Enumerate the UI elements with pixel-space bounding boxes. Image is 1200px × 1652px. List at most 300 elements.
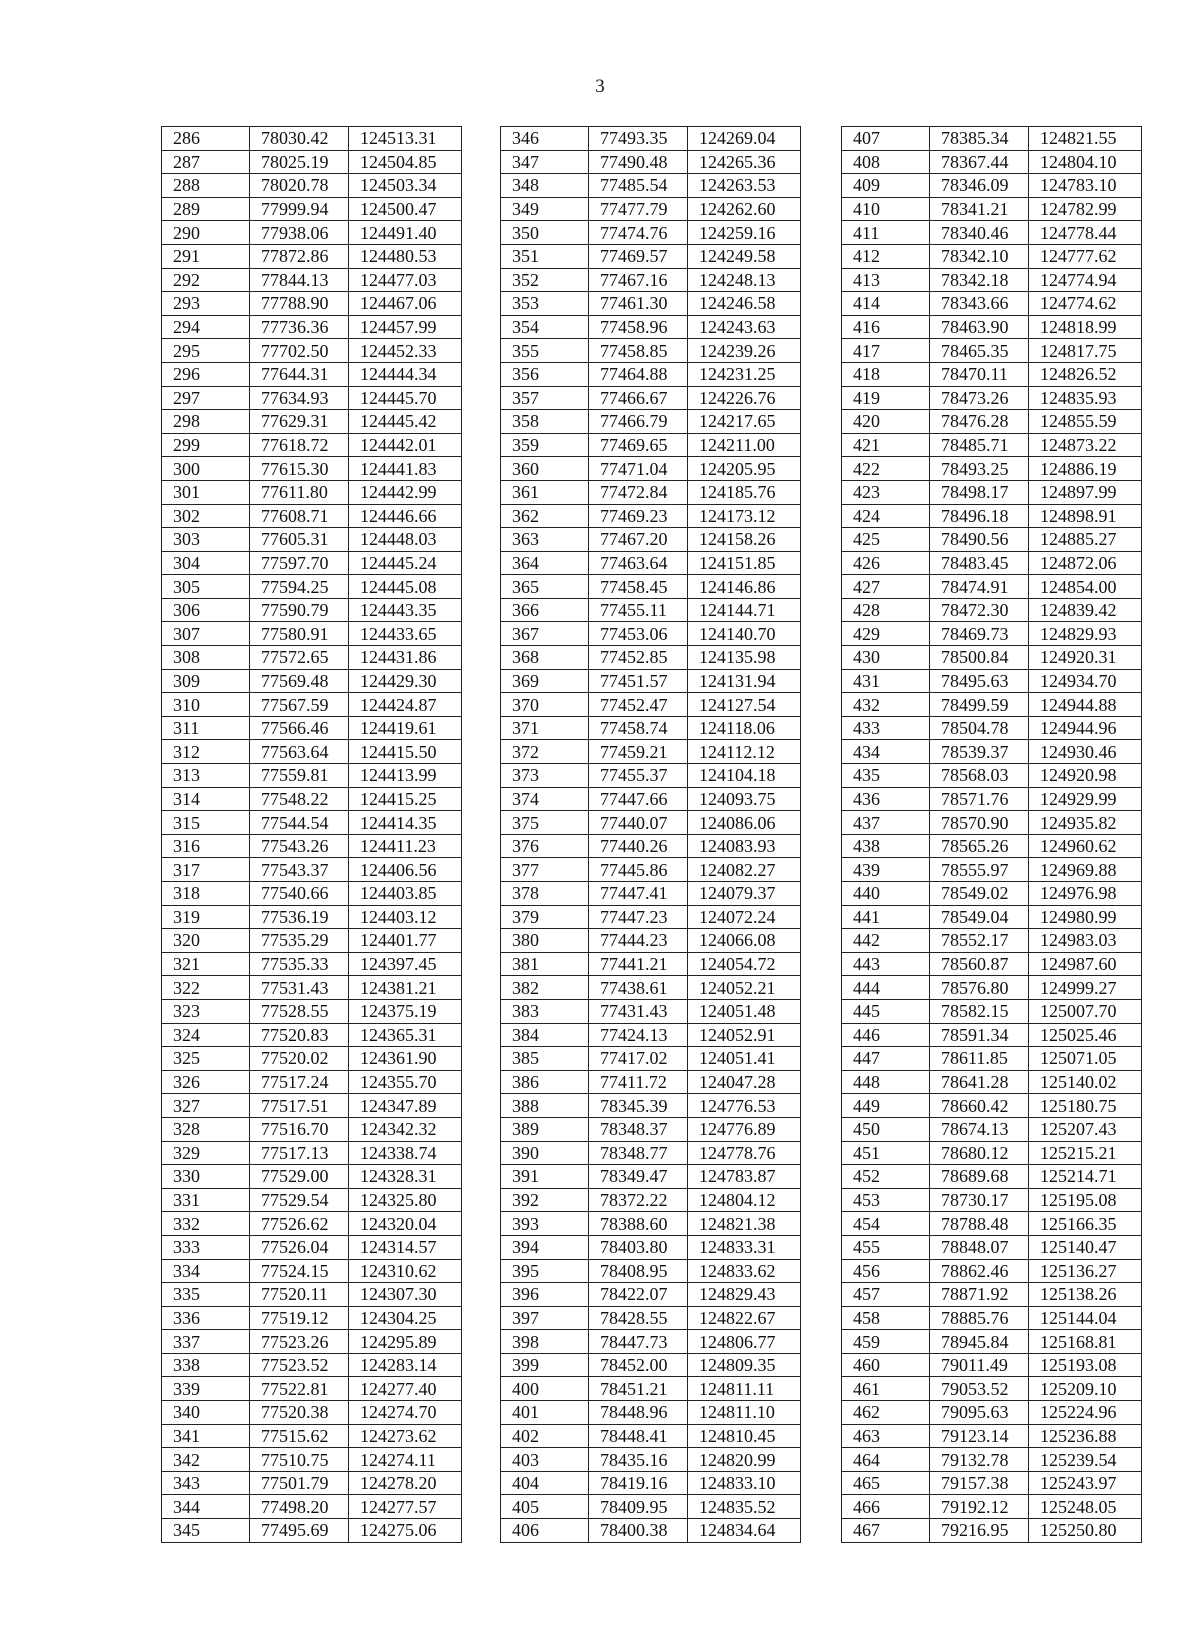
- y-coordinate-cell: 124211.00: [688, 433, 801, 457]
- point-number-cell: 342: [162, 1448, 250, 1472]
- y-coordinate-cell: 124127.54: [688, 693, 801, 717]
- y-coordinate-cell: 124173.12: [688, 504, 801, 528]
- point-number-cell: 354: [501, 315, 589, 339]
- table-row: [162, 740, 462, 764]
- x-coordinate-cell: 77517.24: [250, 1070, 349, 1094]
- x-coordinate-cell: 78349.47: [589, 1165, 688, 1189]
- x-coordinate-cell: 77999.94: [250, 197, 349, 221]
- y-coordinate-cell: 124118.06: [688, 716, 801, 740]
- point-number-cell: 453: [842, 1188, 930, 1212]
- x-coordinate-cell: 77469.57: [589, 244, 688, 268]
- y-coordinate-cell: 124818.99: [1029, 315, 1142, 339]
- point-number-cell: 440: [842, 882, 930, 906]
- x-coordinate-cell: 78465.35: [930, 339, 1029, 363]
- point-number-cell: 393: [501, 1212, 589, 1236]
- y-coordinate-cell: 124854.00: [1029, 575, 1142, 599]
- y-coordinate-cell: 124777.62: [1029, 244, 1142, 268]
- x-coordinate-cell: 78641.28: [930, 1070, 1029, 1094]
- table-row: [842, 858, 1142, 882]
- x-coordinate-cell: 78474.91: [930, 575, 1029, 599]
- point-number-cell: 425: [842, 528, 930, 552]
- y-coordinate-cell: 124929.99: [1029, 787, 1142, 811]
- x-coordinate-cell: 77447.66: [589, 787, 688, 811]
- point-number-cell: 353: [501, 292, 589, 316]
- table-row: [842, 339, 1142, 363]
- point-number-cell: 287: [162, 150, 250, 174]
- point-number-cell: 306: [162, 598, 250, 622]
- y-coordinate-cell: 124480.53: [349, 244, 462, 268]
- x-coordinate-cell: 77440.26: [589, 834, 688, 858]
- y-coordinate-cell: 125207.43: [1029, 1117, 1142, 1141]
- y-coordinate-cell: 125224.96: [1029, 1401, 1142, 1425]
- point-number-cell: 460: [842, 1353, 930, 1377]
- table-row: [162, 1259, 462, 1283]
- y-coordinate-cell: 124885.27: [1029, 528, 1142, 552]
- table-row: [842, 976, 1142, 1000]
- point-number-cell: 430: [842, 646, 930, 670]
- table-row: [501, 1235, 801, 1259]
- table-row: [842, 787, 1142, 811]
- point-number-cell: 398: [501, 1330, 589, 1354]
- y-coordinate-cell: 124217.65: [688, 410, 801, 434]
- x-coordinate-cell: 77477.79: [589, 197, 688, 221]
- table-row: [842, 1401, 1142, 1425]
- table-row: [162, 1094, 462, 1118]
- point-number-cell: 351: [501, 244, 589, 268]
- y-coordinate-cell: 124361.90: [349, 1047, 462, 1071]
- table-row: [501, 622, 801, 646]
- table-row: [501, 292, 801, 316]
- point-number-cell: 362: [501, 504, 589, 528]
- x-coordinate-cell: 77459.21: [589, 740, 688, 764]
- y-coordinate-cell: 124295.89: [349, 1330, 462, 1354]
- point-number-cell: 358: [501, 410, 589, 434]
- point-number-cell: 314: [162, 787, 250, 811]
- table-row: [162, 1070, 462, 1094]
- x-coordinate-cell: 78448.41: [589, 1424, 688, 1448]
- table-row: [501, 433, 801, 457]
- point-number-cell: 467: [842, 1519, 930, 1543]
- point-number-cell: 447: [842, 1047, 930, 1071]
- table-row: [501, 457, 801, 481]
- x-coordinate-cell: 77469.65: [589, 433, 688, 457]
- x-coordinate-cell: 77522.81: [250, 1377, 349, 1401]
- point-number-cell: 408: [842, 150, 930, 174]
- point-number-cell: 310: [162, 693, 250, 717]
- x-coordinate-cell: 78388.60: [589, 1212, 688, 1236]
- y-coordinate-cell: 124054.72: [688, 952, 801, 976]
- y-coordinate-cell: 124778.44: [1029, 221, 1142, 245]
- table-row: [162, 1377, 462, 1401]
- table-row: [162, 858, 462, 882]
- y-coordinate-cell: 124806.77: [688, 1330, 801, 1354]
- y-coordinate-cell: 124776.53: [688, 1094, 801, 1118]
- table-row: [501, 976, 801, 1000]
- point-number-cell: 454: [842, 1212, 930, 1236]
- table-row: [162, 1330, 462, 1354]
- x-coordinate-cell: 79053.52: [930, 1377, 1029, 1401]
- y-coordinate-cell: 124304.25: [349, 1306, 462, 1330]
- table-row: [162, 1283, 462, 1307]
- y-coordinate-cell: 124834.64: [688, 1519, 801, 1543]
- point-number-cell: 462: [842, 1401, 930, 1425]
- y-coordinate-cell: 124930.46: [1029, 740, 1142, 764]
- point-number-cell: 424: [842, 504, 930, 528]
- x-coordinate-cell: 77523.26: [250, 1330, 349, 1354]
- table-row: [842, 1141, 1142, 1165]
- point-number-cell: 366: [501, 598, 589, 622]
- table-row: [162, 1306, 462, 1330]
- point-number-cell: 416: [842, 315, 930, 339]
- table-row: [162, 646, 462, 670]
- y-coordinate-cell: 124246.58: [688, 292, 801, 316]
- point-number-cell: 345: [162, 1519, 250, 1543]
- point-number-cell: 311: [162, 716, 250, 740]
- table-row: [842, 1188, 1142, 1212]
- table-row: [501, 929, 801, 953]
- point-number-cell: 443: [842, 952, 930, 976]
- y-coordinate-cell: 124414.35: [349, 811, 462, 835]
- x-coordinate-cell: 77544.54: [250, 811, 349, 835]
- table-row: [501, 528, 801, 552]
- table-row: [162, 952, 462, 976]
- x-coordinate-cell: 77559.81: [250, 764, 349, 788]
- x-coordinate-cell: 77597.70: [250, 551, 349, 575]
- x-coordinate-cell: 77498.20: [250, 1495, 349, 1519]
- x-coordinate-cell: 78568.03: [930, 764, 1029, 788]
- y-coordinate-cell: 124314.57: [349, 1235, 462, 1259]
- table-row: [162, 339, 462, 363]
- x-coordinate-cell: 77566.46: [250, 716, 349, 740]
- table-row: [162, 1117, 462, 1141]
- x-coordinate-cell: 78470.11: [930, 362, 1029, 386]
- x-coordinate-cell: 78473.26: [930, 386, 1029, 410]
- y-coordinate-cell: 124397.45: [349, 952, 462, 976]
- y-coordinate-cell: 124774.62: [1029, 292, 1142, 316]
- x-coordinate-cell: 77517.13: [250, 1141, 349, 1165]
- point-number-cell: 290: [162, 221, 250, 245]
- x-coordinate-cell: 78576.80: [930, 976, 1029, 1000]
- point-number-cell: 449: [842, 1094, 930, 1118]
- y-coordinate-cell: 124112.12: [688, 740, 801, 764]
- table-row: [162, 551, 462, 575]
- table-row: [501, 1306, 801, 1330]
- y-coordinate-cell: 124467.06: [349, 292, 462, 316]
- x-coordinate-cell: 77467.16: [589, 268, 688, 292]
- point-number-cell: 435: [842, 764, 930, 788]
- table-row: [842, 433, 1142, 457]
- y-coordinate-cell: 124944.88: [1029, 693, 1142, 717]
- point-number-cell: 419: [842, 386, 930, 410]
- coordinate-table-1: [161, 126, 462, 1543]
- table-row: [842, 127, 1142, 151]
- y-coordinate-cell: 124086.06: [688, 811, 801, 835]
- x-coordinate-cell: 77440.07: [589, 811, 688, 835]
- point-number-cell: 365: [501, 575, 589, 599]
- table-row: [842, 1259, 1142, 1283]
- x-coordinate-cell: 79216.95: [930, 1519, 1029, 1543]
- point-number-cell: 420: [842, 410, 930, 434]
- point-number-cell: 313: [162, 764, 250, 788]
- point-number-cell: 375: [501, 811, 589, 835]
- x-coordinate-cell: 78469.73: [930, 622, 1029, 646]
- point-number-cell: 333: [162, 1235, 250, 1259]
- table-row: [842, 1094, 1142, 1118]
- x-coordinate-cell: 77466.79: [589, 410, 688, 434]
- table-row: [501, 1377, 801, 1401]
- y-coordinate-cell: 124231.25: [688, 362, 801, 386]
- table-row: [842, 811, 1142, 835]
- y-coordinate-cell: 124433.65: [349, 622, 462, 646]
- point-number-cell: 300: [162, 457, 250, 481]
- table-row: [842, 764, 1142, 788]
- point-number-cell: 286: [162, 127, 250, 151]
- y-coordinate-cell: 124278.20: [349, 1471, 462, 1495]
- table-row: [501, 386, 801, 410]
- x-coordinate-cell: 78560.87: [930, 952, 1029, 976]
- x-coordinate-cell: 77453.06: [589, 622, 688, 646]
- point-number-cell: 464: [842, 1448, 930, 1472]
- point-number-cell: 450: [842, 1117, 930, 1141]
- table-row: [842, 1117, 1142, 1141]
- y-coordinate-cell: 124886.19: [1029, 457, 1142, 481]
- x-coordinate-cell: 78788.48: [930, 1212, 1029, 1236]
- table-row: [501, 1023, 801, 1047]
- y-coordinate-cell: 124452.33: [349, 339, 462, 363]
- table-row: [842, 1495, 1142, 1519]
- point-number-cell: 418: [842, 362, 930, 386]
- y-coordinate-cell: 124381.21: [349, 976, 462, 1000]
- x-coordinate-cell: 78451.21: [589, 1377, 688, 1401]
- table-row: [842, 1047, 1142, 1071]
- x-coordinate-cell: 77424.13: [589, 1023, 688, 1047]
- point-number-cell: 381: [501, 952, 589, 976]
- y-coordinate-cell: 125144.04: [1029, 1306, 1142, 1330]
- x-coordinate-cell: 78680.12: [930, 1141, 1029, 1165]
- table-row: [842, 386, 1142, 410]
- x-coordinate-cell: 78555.97: [930, 858, 1029, 882]
- y-coordinate-cell: 124248.13: [688, 268, 801, 292]
- point-number-cell: 451: [842, 1141, 930, 1165]
- y-coordinate-cell: 124144.71: [688, 598, 801, 622]
- point-number-cell: 428: [842, 598, 930, 622]
- y-coordinate-cell: 124338.74: [349, 1141, 462, 1165]
- x-coordinate-cell: 77567.59: [250, 693, 349, 717]
- point-number-cell: 346: [501, 127, 589, 151]
- table-row: [162, 1519, 462, 1543]
- x-coordinate-cell: 78348.37: [589, 1117, 688, 1141]
- table-row: [501, 339, 801, 363]
- point-number-cell: 316: [162, 834, 250, 858]
- table-row: [842, 1424, 1142, 1448]
- point-number-cell: 386: [501, 1070, 589, 1094]
- table-row: [162, 292, 462, 316]
- y-coordinate-cell: 124415.50: [349, 740, 462, 764]
- x-coordinate-cell: 78030.42: [250, 127, 349, 151]
- point-number-cell: 296: [162, 362, 250, 386]
- point-number-cell: 327: [162, 1094, 250, 1118]
- table-row: [842, 1448, 1142, 1472]
- point-number-cell: 302: [162, 504, 250, 528]
- y-coordinate-cell: 124835.93: [1029, 386, 1142, 410]
- x-coordinate-cell: 77451.57: [589, 669, 688, 693]
- point-number-cell: 373: [501, 764, 589, 788]
- x-coordinate-cell: 78345.39: [589, 1094, 688, 1118]
- y-coordinate-cell: 124283.14: [349, 1353, 462, 1377]
- y-coordinate-cell: 124249.58: [688, 244, 801, 268]
- y-coordinate-cell: 124810.45: [688, 1424, 801, 1448]
- x-coordinate-cell: 78495.63: [930, 669, 1029, 693]
- y-coordinate-cell: 124273.62: [349, 1424, 462, 1448]
- x-coordinate-cell: 77472.84: [589, 480, 688, 504]
- y-coordinate-cell: 125138.26: [1029, 1283, 1142, 1307]
- y-coordinate-cell: 125071.05: [1029, 1047, 1142, 1071]
- point-number-cell: 331: [162, 1188, 250, 1212]
- y-coordinate-cell: 124269.04: [688, 127, 801, 151]
- point-number-cell: 323: [162, 999, 250, 1023]
- x-coordinate-cell: 78020.78: [250, 174, 349, 198]
- point-number-cell: 400: [501, 1377, 589, 1401]
- x-coordinate-cell: 77464.88: [589, 362, 688, 386]
- point-number-cell: 380: [501, 929, 589, 953]
- point-number-cell: 328: [162, 1117, 250, 1141]
- point-number-cell: 385: [501, 1047, 589, 1071]
- table-row: [842, 1471, 1142, 1495]
- table-row: [162, 127, 462, 151]
- y-coordinate-cell: 124375.19: [349, 999, 462, 1023]
- x-coordinate-cell: 77516.70: [250, 1117, 349, 1141]
- y-coordinate-cell: 124239.26: [688, 339, 801, 363]
- coordinate-table-3: [841, 126, 1142, 1543]
- table-row: [162, 362, 462, 386]
- y-coordinate-cell: 124448.03: [349, 528, 462, 552]
- point-number-cell: 384: [501, 1023, 589, 1047]
- table-row: [842, 174, 1142, 198]
- table-row: [842, 575, 1142, 599]
- point-number-cell: 320: [162, 929, 250, 953]
- table-row: [842, 622, 1142, 646]
- table-row: [501, 858, 801, 882]
- table-row: [501, 551, 801, 575]
- point-number-cell: 413: [842, 268, 930, 292]
- y-coordinate-cell: 124415.25: [349, 787, 462, 811]
- table-row: [501, 150, 801, 174]
- point-number-cell: 427: [842, 575, 930, 599]
- x-coordinate-cell: 77594.25: [250, 575, 349, 599]
- table-row: [162, 716, 462, 740]
- y-coordinate-cell: 124839.42: [1029, 598, 1142, 622]
- table-row: [162, 882, 462, 906]
- point-number-cell: 414: [842, 292, 930, 316]
- y-coordinate-cell: 124072.24: [688, 905, 801, 929]
- y-coordinate-cell: 124833.62: [688, 1259, 801, 1283]
- point-number-cell: 294: [162, 315, 250, 339]
- x-coordinate-cell: 78452.00: [589, 1353, 688, 1377]
- y-coordinate-cell: 124833.10: [688, 1471, 801, 1495]
- y-coordinate-cell: 125025.46: [1029, 1023, 1142, 1047]
- y-coordinate-cell: 124140.70: [688, 622, 801, 646]
- table-row: [842, 1353, 1142, 1377]
- table-row: [162, 1141, 462, 1165]
- table-row: [162, 1353, 462, 1377]
- x-coordinate-cell: 78422.07: [589, 1283, 688, 1307]
- x-coordinate-cell: 77461.30: [589, 292, 688, 316]
- x-coordinate-cell: 78485.71: [930, 433, 1029, 457]
- y-coordinate-cell: 124976.98: [1029, 882, 1142, 906]
- y-coordinate-cell: 124821.38: [688, 1212, 801, 1236]
- y-coordinate-cell: 124265.36: [688, 150, 801, 174]
- y-coordinate-cell: 124082.27: [688, 858, 801, 882]
- x-coordinate-cell: 77510.75: [250, 1448, 349, 1472]
- y-coordinate-cell: 124083.93: [688, 834, 801, 858]
- y-coordinate-cell: 124263.53: [688, 174, 801, 198]
- x-coordinate-cell: 77938.06: [250, 221, 349, 245]
- point-number-cell: 392: [501, 1188, 589, 1212]
- y-coordinate-cell: 125168.81: [1029, 1330, 1142, 1354]
- point-number-cell: 321: [162, 952, 250, 976]
- table-row: [501, 1519, 801, 1543]
- table-row: [162, 905, 462, 929]
- x-coordinate-cell: 77517.51: [250, 1094, 349, 1118]
- x-coordinate-cell: 78346.09: [930, 174, 1029, 198]
- point-number-cell: 329: [162, 1141, 250, 1165]
- y-coordinate-cell: 124131.94: [688, 669, 801, 693]
- y-coordinate-cell: 124079.37: [688, 882, 801, 906]
- x-coordinate-cell: 78945.84: [930, 1330, 1029, 1354]
- table-row: [501, 575, 801, 599]
- table-row: [842, 905, 1142, 929]
- table-row: [501, 1330, 801, 1354]
- y-coordinate-cell: 124328.31: [349, 1165, 462, 1189]
- table-row: [162, 1047, 462, 1071]
- x-coordinate-cell: 78341.21: [930, 197, 1029, 221]
- x-coordinate-cell: 77590.79: [250, 598, 349, 622]
- point-number-cell: 303: [162, 528, 250, 552]
- point-number-cell: 349: [501, 197, 589, 221]
- y-coordinate-cell: 124325.80: [349, 1188, 462, 1212]
- x-coordinate-cell: 77580.91: [250, 622, 349, 646]
- point-number-cell: 455: [842, 1235, 930, 1259]
- x-coordinate-cell: 77548.22: [250, 787, 349, 811]
- point-number-cell: 417: [842, 339, 930, 363]
- x-coordinate-cell: 77444.23: [589, 929, 688, 953]
- x-coordinate-cell: 77452.47: [589, 693, 688, 717]
- y-coordinate-cell: 124275.06: [349, 1519, 462, 1543]
- table-row: [501, 646, 801, 670]
- table-row: [501, 905, 801, 929]
- y-coordinate-cell: 124442.99: [349, 480, 462, 504]
- table-row: [501, 834, 801, 858]
- point-number-cell: 339: [162, 1377, 250, 1401]
- table-row: [162, 410, 462, 434]
- x-coordinate-cell: 77466.67: [589, 386, 688, 410]
- x-coordinate-cell: 77520.38: [250, 1401, 349, 1425]
- x-coordinate-cell: 77458.85: [589, 339, 688, 363]
- point-number-cell: 348: [501, 174, 589, 198]
- y-coordinate-cell: 124897.99: [1029, 480, 1142, 504]
- x-coordinate-cell: 77702.50: [250, 339, 349, 363]
- x-coordinate-cell: 78400.38: [589, 1519, 688, 1543]
- table-row: [501, 740, 801, 764]
- x-coordinate-cell: 77515.62: [250, 1424, 349, 1448]
- x-coordinate-cell: 77467.20: [589, 528, 688, 552]
- point-number-cell: 324: [162, 1023, 250, 1047]
- point-number-cell: 332: [162, 1212, 250, 1236]
- y-coordinate-cell: 124774.94: [1029, 268, 1142, 292]
- point-number-cell: 434: [842, 740, 930, 764]
- point-number-cell: 356: [501, 362, 589, 386]
- y-coordinate-cell: 124826.52: [1029, 362, 1142, 386]
